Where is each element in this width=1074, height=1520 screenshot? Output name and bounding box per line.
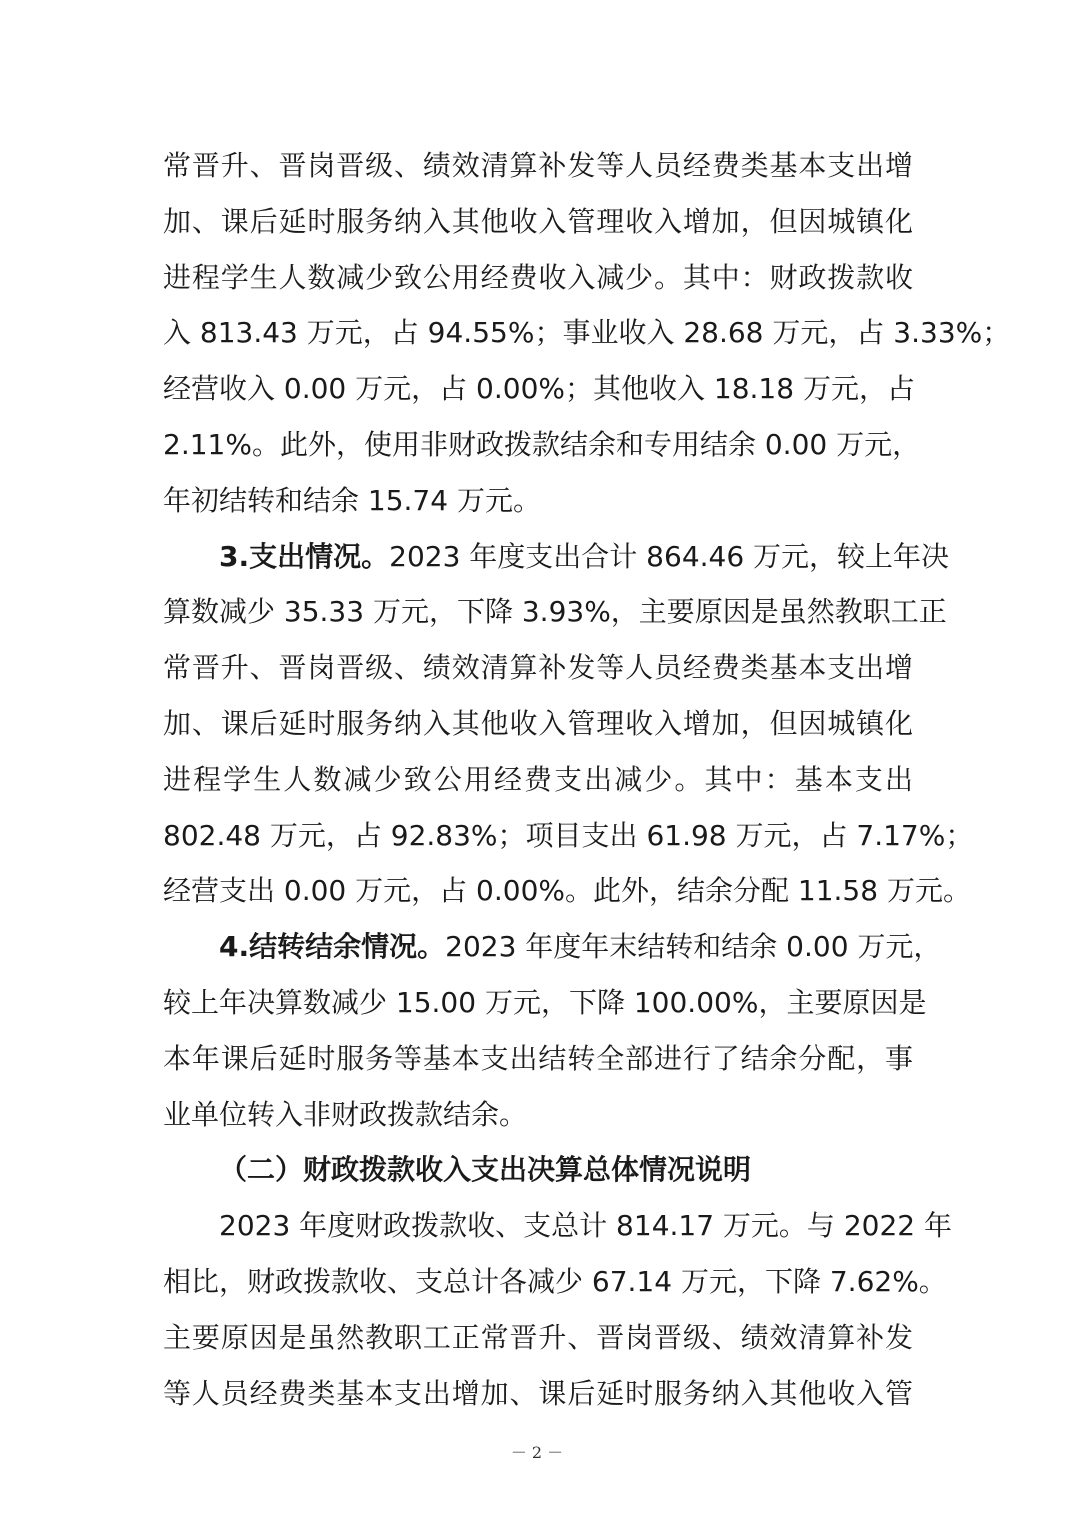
text-line: 年初结转和结余 15.74 万元。	[163, 483, 541, 517]
section-title: （二）财政拨款收入支出决算总体情况说明	[219, 1153, 752, 1187]
text-line: 经营支出 0.00 万元，占 0.00%。此外，结余分配 11.58 万元。	[163, 874, 971, 908]
carryover-heading: 4.结转结余情况。	[219, 930, 446, 964]
text-line: 常晋升、晋岗晋级、绩效清算补发等人员经费类基本支出增	[163, 651, 913, 685]
text-line: 主要原因是虽然教职工正常晋升、晋岗晋级、绩效清算补发	[163, 1320, 913, 1354]
expenditure-heading: 3.支出情况。	[219, 539, 390, 573]
expenditure-first-line-text: 2023 年度支出合计 864.46 万元，较上年决	[389, 539, 950, 573]
text-line: 进程学生人数减少致公用经费收入减少。其中：财政拨款收	[163, 260, 913, 294]
expenditure-first-line	[163, 529, 950, 585]
text-line: 算数减少 35.33 万元，下降 3.93%，主要原因是虽然教职工正	[163, 595, 947, 629]
text-line: 业单位转入非财政拨款结余。	[163, 1097, 528, 1131]
text-line: 2.11%。此外，使用非财政拨款结余和专用结余 0.00 万元，	[163, 427, 921, 461]
text-line: 加、课后延时服务纳入其他收入管理收入增加，但因城镇化	[163, 706, 913, 740]
text-line: 2023 年度财政拨款收、支总计 814.17 万元。与 2022 年	[219, 1209, 952, 1243]
text-line: 相比，财政拨款收、支总计各减少 67.14 万元，下降 7.62%。	[163, 1264, 947, 1298]
text-line: 802.48 万元，占 92.83%；项目支出 61.98 万元，占 7.17%；	[163, 818, 974, 852]
text-line: 加、课后延时服务纳入其他收入管理收入增加，但因城镇化	[163, 204, 913, 238]
document-body	[163, 138, 1011, 1421]
text-line: 等人员经费类基本支出增加、课后延时服务纳入其他收入管	[163, 1376, 913, 1410]
text-line: 常晋升、晋岗晋级、绩效清算补发等人员经费类基本支出增	[163, 149, 913, 182]
text-line: 进程学生人数减少致公用经费支出减少。其中：基本支出	[163, 762, 913, 796]
text-line: 本年课后延时服务等基本支出结转全部进行了结余分配，事	[163, 1041, 913, 1075]
carryover-first-line	[163, 919, 942, 975]
text-line: 入 813.43 万元，占 94.55%；事业收入 28.68 万元，占 3.33%；	[163, 316, 1011, 350]
page-number: － 2 －	[510, 1443, 564, 1462]
text-line: 较上年决算数减少 15.00 万元，下降 100.00%，主要原因是	[163, 985, 927, 1019]
text-line: 经营收入 0.00 万元，占 0.00%；其他收入 18.18 万元，占	[163, 372, 915, 406]
carryover-first-line-text: 2023 年度年末结转和结余 0.00 万元，	[445, 930, 942, 964]
